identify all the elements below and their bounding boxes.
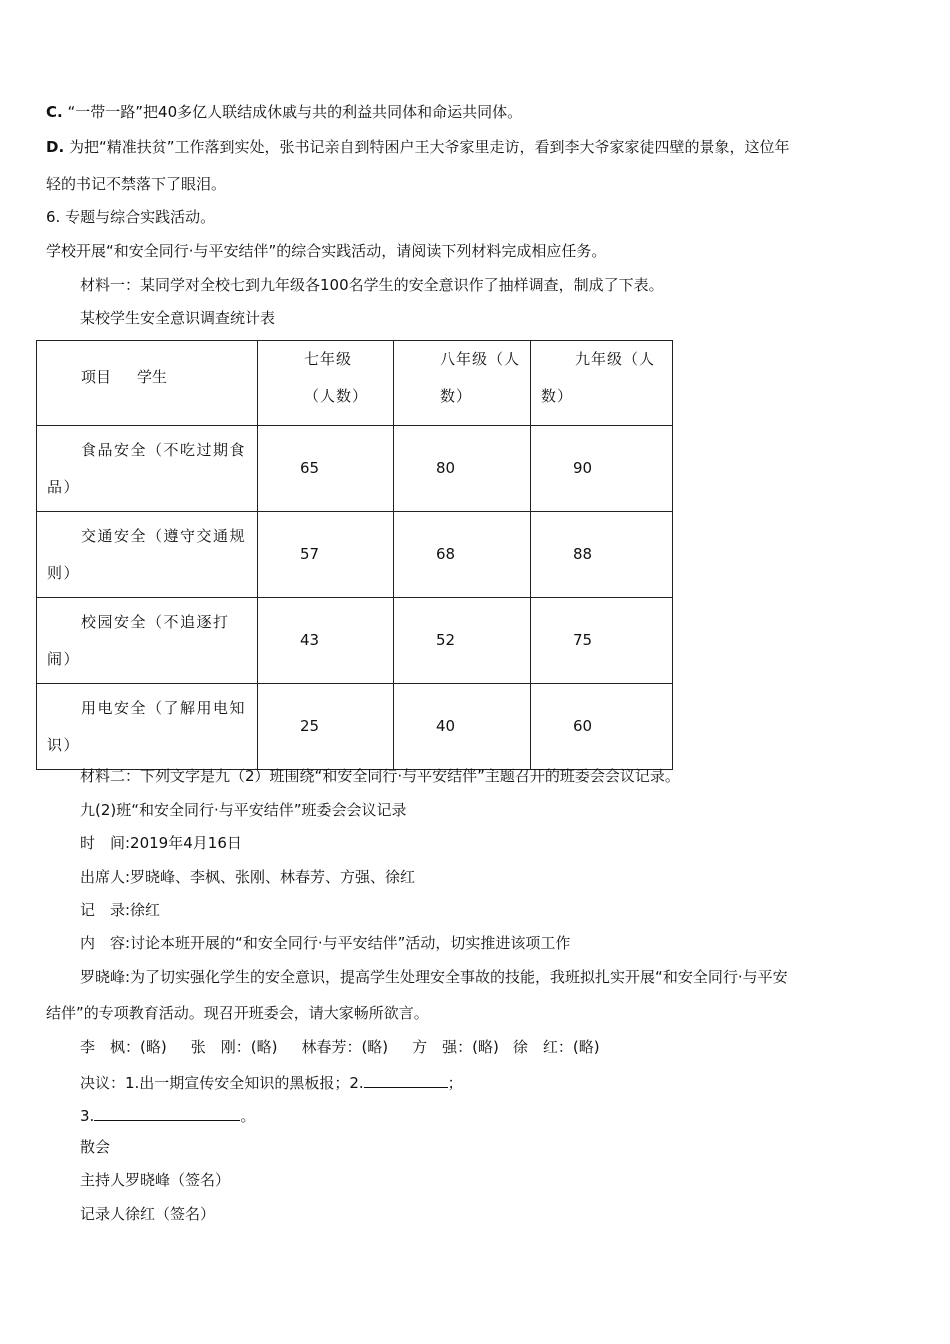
option-text: 为把“精准扶贫”工作落到实处，张书记亲自到特困户王大爷家里走访，看到李大爷家家徒四壁的景象，这位年 xyxy=(68,138,790,156)
row-label: 校园安全（不追逐打闹） xyxy=(47,613,230,668)
resolution-punct: ； xyxy=(447,1074,463,1092)
cell-value: 65 xyxy=(300,459,320,477)
answer-blank-2[interactable] xyxy=(364,1071,448,1088)
option-d-continued: 轻的书记不禁落下了眼泪。 xyxy=(46,175,227,193)
table-row xyxy=(37,684,673,770)
cell-value: 57 xyxy=(300,545,320,563)
option-d xyxy=(46,137,790,157)
record-recorder: 记 录:徐红 xyxy=(80,901,161,919)
header-grade-8: 八年级（人数） xyxy=(440,350,521,405)
speech: 罗晓峰:为了切实强化学生的安全意识，提高学生处理安全事故的技能，我班拟扎实开展“和安全同行·与平安 xyxy=(80,968,788,986)
record-attendees: 出席人:罗晓峰、李枫、张刚、林春芳、方强、徐红 xyxy=(80,868,416,886)
header-grade-7: 七年级（人数） xyxy=(304,350,369,405)
row-label: 用电安全（了解用电知识） xyxy=(47,699,247,754)
cell-value: 75 xyxy=(573,631,593,649)
other-speeches xyxy=(80,1037,600,1057)
row-label: 交通安全（遵守交通规则） xyxy=(47,527,247,582)
material-one: 材料一：某同学对全校七到九年级各100名学生的安全意识作了抽样调查，制成了下表。 xyxy=(80,276,664,294)
resolution-text: 决议：1.出一期宣传安全知识的黑板报；2. xyxy=(80,1074,364,1092)
adjourn: 散会 xyxy=(80,1138,111,1156)
material-two: 材料二：下列文字是九（2）班围绕“和安全同行·与平安结伴”主题召开的班委会会议记录。 xyxy=(80,767,680,785)
record-title: 九(2)班“和安全同行·与平安结伴”班委会会议记录 xyxy=(80,801,407,819)
cell-value: 60 xyxy=(573,717,593,735)
speech-item: 方 强：(略) xyxy=(412,1038,499,1056)
speech-item: 张 刚：(略) xyxy=(190,1038,278,1056)
speech-continued: 结伴”的专项教育活动。现召开班委会，请大家畅所欲言。 xyxy=(46,1004,429,1022)
table-row xyxy=(37,426,673,512)
recorder-signature: 记录人徐红（签名） xyxy=(80,1205,216,1223)
cell-value: 68 xyxy=(436,545,456,563)
header-student: 学生 xyxy=(137,368,168,386)
speech-item: 李 枫：(略) xyxy=(80,1038,167,1056)
record-time: 时 间:2019年4月16日 xyxy=(80,834,242,852)
host-signature: 主持人罗晓峰（签名） xyxy=(80,1171,231,1189)
resolution-line xyxy=(80,1071,463,1093)
speech-item: 林春芳：(略) xyxy=(301,1038,389,1056)
resolution-line-3 xyxy=(80,1104,255,1126)
cell-value: 88 xyxy=(573,545,593,563)
question-intro: 学校开展“和安全同行·与平安结伴”的综合实践活动，请阅读下列材料完成相应任务。 xyxy=(46,242,607,260)
option-letter: C. xyxy=(46,103,63,121)
option-c xyxy=(46,102,522,122)
question-heading xyxy=(46,207,215,227)
table-header-row xyxy=(37,341,673,426)
cell-value: 90 xyxy=(573,459,593,477)
row-label: 食品安全（不吃过期食品） xyxy=(47,441,247,496)
answer-blank-3[interactable] xyxy=(94,1104,240,1121)
cell-value: 80 xyxy=(436,459,456,477)
cell-value: 52 xyxy=(436,631,456,649)
resolution-punct: 。 xyxy=(240,1107,256,1125)
header-corner-cell xyxy=(37,341,258,426)
cell-value: 43 xyxy=(300,631,320,649)
table-row xyxy=(37,598,673,684)
cell-value: 25 xyxy=(300,717,320,735)
cell-value: 40 xyxy=(436,717,456,735)
question-number: 6. xyxy=(46,208,61,226)
table-row xyxy=(37,512,673,598)
resolution-number: 3. xyxy=(80,1107,95,1125)
header-item: 项目 xyxy=(81,368,112,386)
speech-item: 徐 红：(略) xyxy=(512,1038,600,1056)
question-title: 专题与综合实践活动。 xyxy=(65,208,216,226)
option-letter: D. xyxy=(46,138,65,156)
survey-table xyxy=(36,340,673,770)
table-title: 某校学生安全意识调查统计表 xyxy=(80,309,276,327)
record-content: 内 容:讨论本班开展的“和安全同行·与平安结伴”活动，切实推进该项工作 xyxy=(80,934,571,952)
header-grade-9: 九年级（人数） xyxy=(541,350,656,405)
option-text: “一带一路”把40多亿人联结成休戚与共的利益共同体和命运共同体。 xyxy=(67,103,523,121)
